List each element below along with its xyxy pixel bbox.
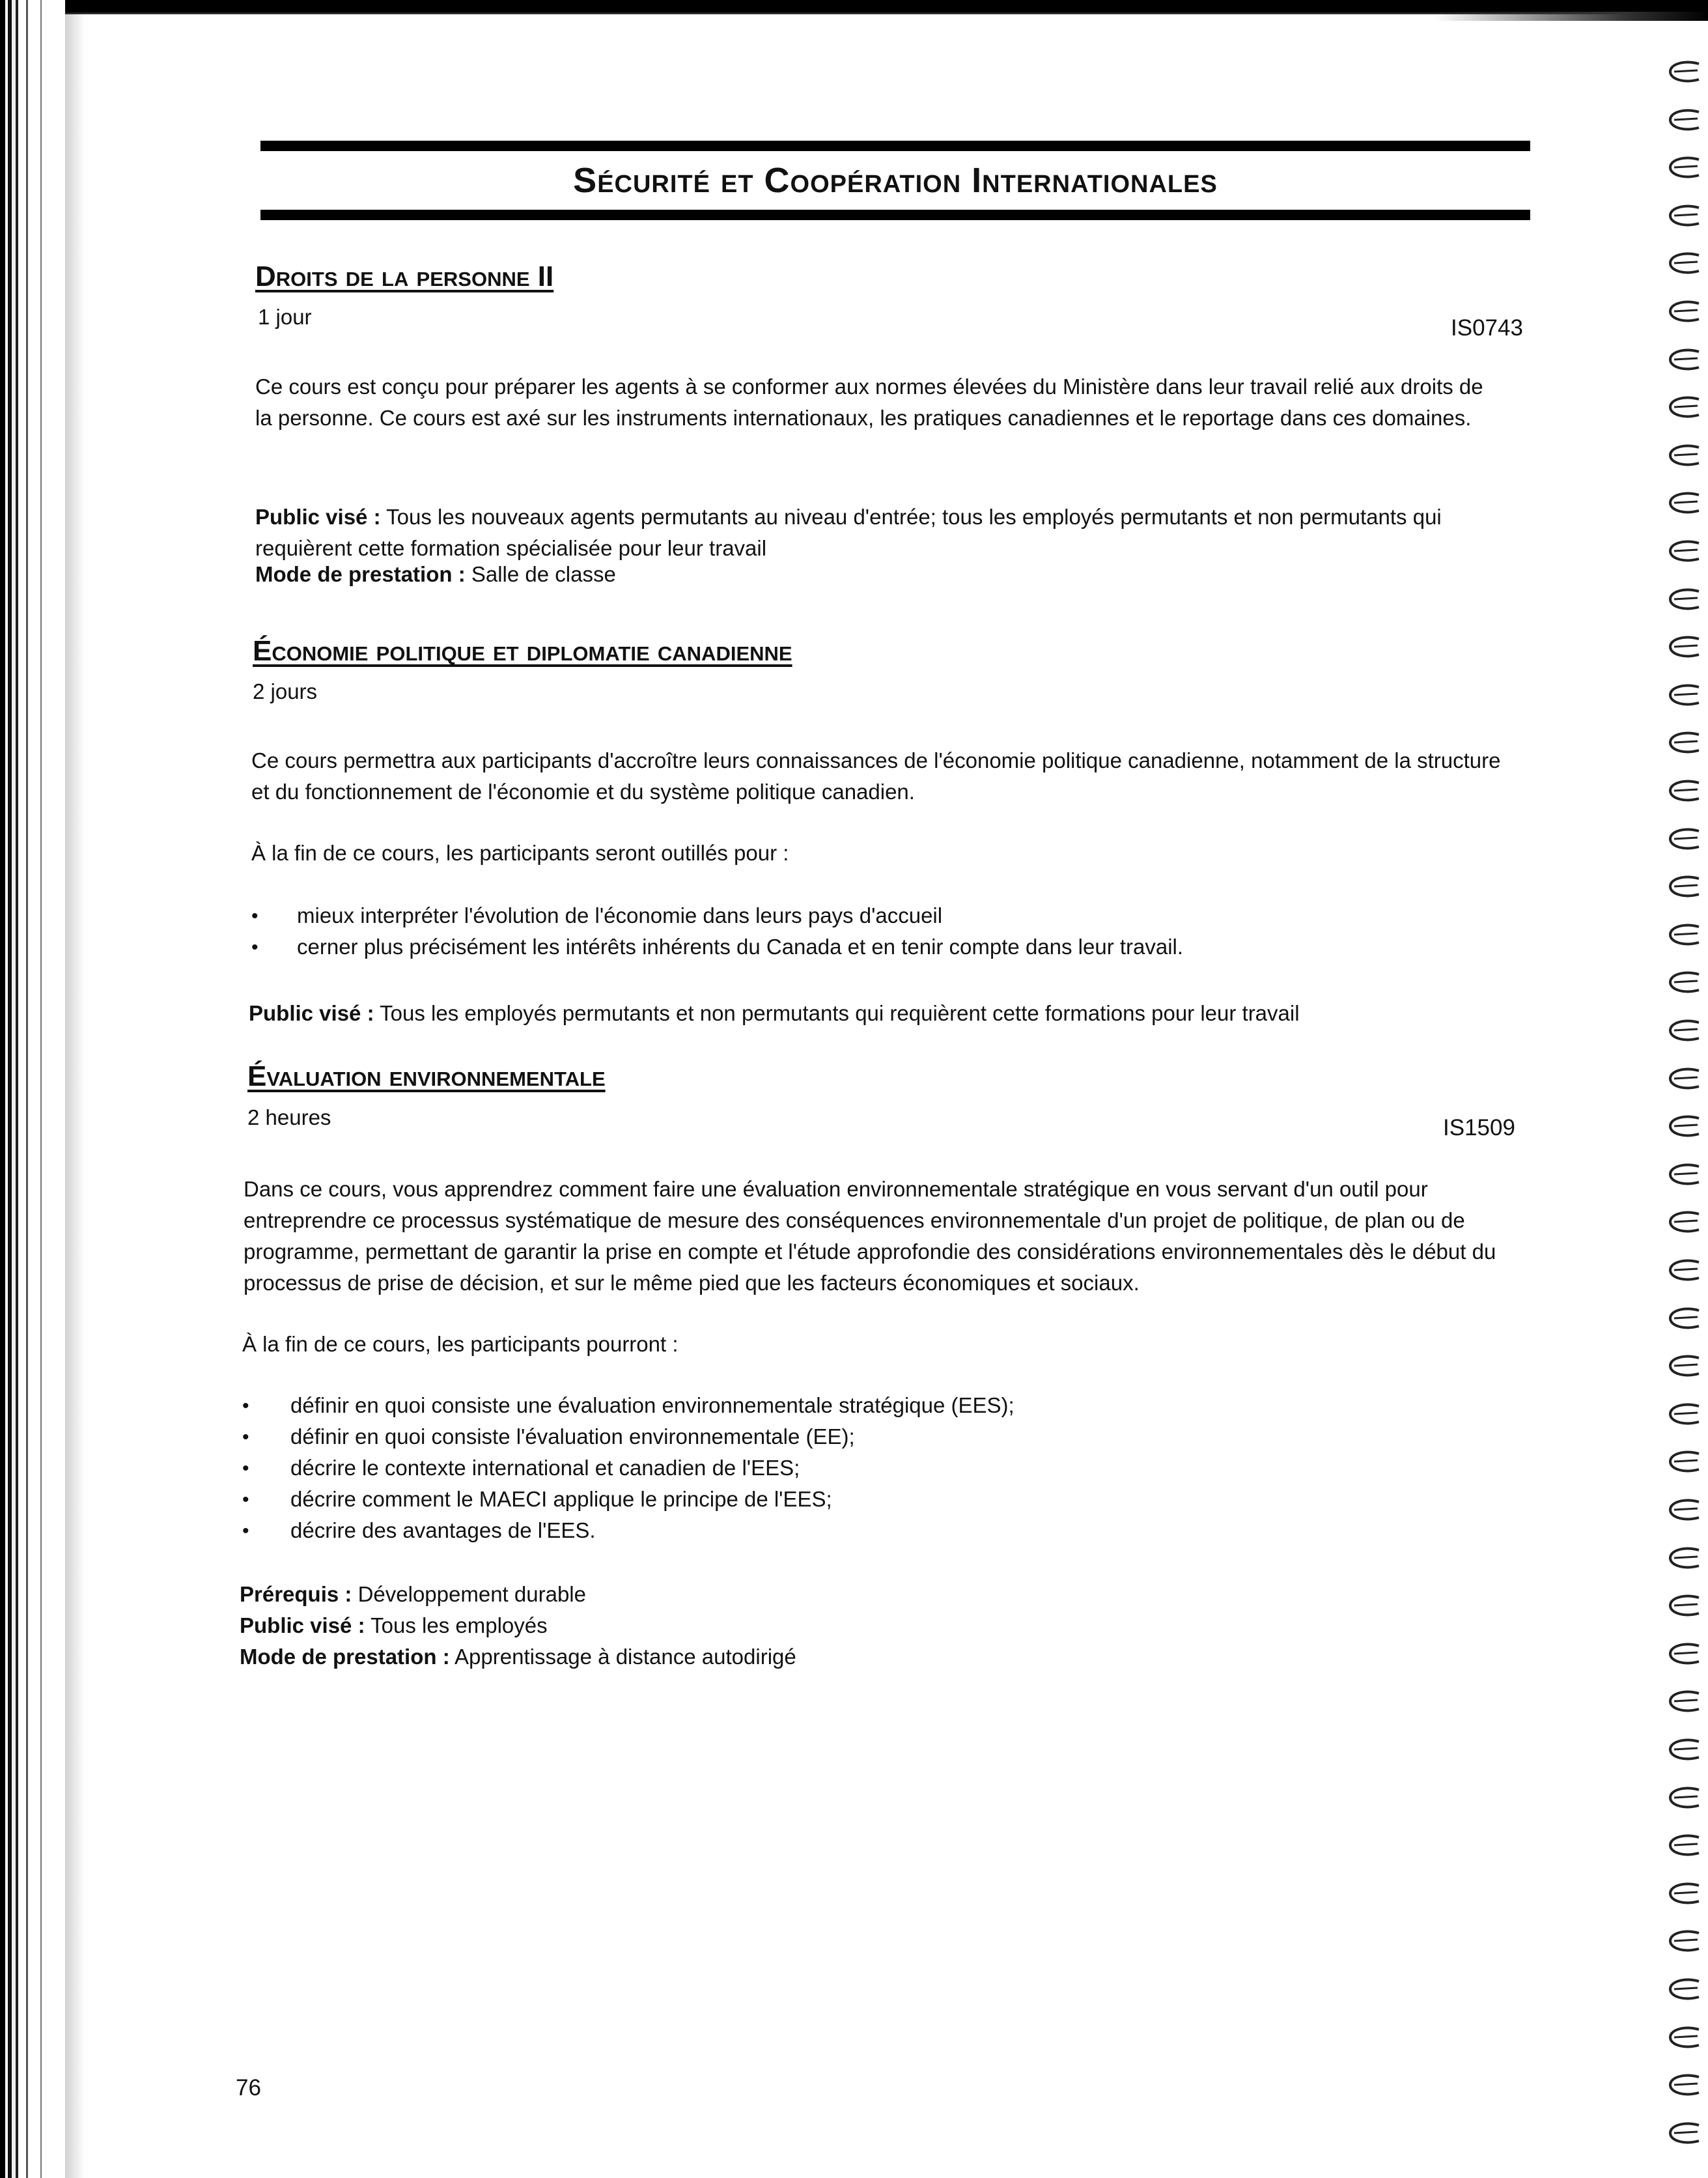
title-rule-top: [260, 141, 1530, 151]
binding-ring: [1665, 729, 1703, 757]
scan-binding-left: [0, 0, 65, 2178]
spiral-binding: [1656, 59, 1708, 2169]
binding-ring: [1665, 778, 1703, 805]
binding-ring: [1665, 1688, 1703, 1716]
binding-ring: [1665, 2120, 1703, 2147]
page-title: Sécurité et Coopération Internationales: [573, 161, 1218, 200]
binding-ring: [1665, 1209, 1703, 1236]
binding-ring: [1665, 1880, 1703, 1908]
binding-ring: [1665, 2072, 1703, 2099]
binding-ring: [1665, 586, 1703, 614]
course-duration: 2 jours: [253, 679, 318, 703]
course-heading: Évaluation environnementale: [247, 1060, 606, 1092]
binding-ring: [1665, 538, 1703, 565]
course-duration: 1 jour: [258, 305, 312, 329]
course-intro: À la fin de ce cours, les participants pourront :: [242, 1332, 679, 1356]
delivery-label: Mode de prestation :: [240, 1645, 450, 1669]
binding-ring: [1665, 873, 1703, 901]
delivery-label: Mode de prestation :: [255, 562, 466, 586]
course-heading: Économie politique et diplomatie canadienne: [253, 635, 792, 667]
scan-shadow-left: [65, 0, 85, 2178]
bullet-item: décrire des avantages de l'EES.: [290, 1518, 596, 1542]
binding-ring: [1665, 1449, 1703, 1476]
course-description: Ce cours est conçu pour préparer les agents à se conformer aux normes élevées du Ministère dans leur travail relié aux droits de la personne. Ce cours est axé sur les instruments internationaux, les pratiques canadiennes et le reportage dans ces domaines.: [255, 375, 1483, 430]
title-rule-bottom: [260, 210, 1530, 220]
course-heading: Droits de la personne II: [255, 261, 554, 292]
bullet-dot: •: [242, 1395, 249, 1417]
bullet-dot: •: [242, 1426, 249, 1448]
audience-line: [255, 502, 1499, 564]
course-code: IS1509: [1443, 1115, 1515, 1140]
delivery-line: [255, 559, 616, 590]
audience-label: Public visé :: [249, 1001, 374, 1025]
audience-label: Public visé :: [240, 1613, 365, 1637]
binding-ring: [1665, 203, 1703, 230]
bullet-dot: •: [242, 1458, 249, 1479]
binding-ring: [1665, 1592, 1703, 1620]
course-description: Ce cours permettra aux participants d'accroître leurs connaissances de l'économie politique canadienne, notamment de la structure et du fonctionnement de l'économie et du système politique canadien.: [251, 748, 1501, 804]
binding-ring: [1665, 1066, 1703, 1093]
binding-ring: [1665, 826, 1703, 853]
binding-ring: [1665, 1353, 1703, 1380]
page-number: 76: [236, 2075, 261, 2100]
audience-line: [240, 1610, 548, 1641]
audience-value: Tous les nouveaux agents permutants au niveau d'entrée; tous les employés permutants et non permutants qui requièrent cette formation spécialisée pour leur travail: [255, 505, 1442, 560]
prerequisite-value: Développement durable: [357, 1582, 586, 1606]
bullet-item: décrire comment le MAECI applique le principe de l'EES;: [290, 1487, 832, 1511]
binding-ring: [1665, 1736, 1703, 1764]
binding-ring: [1665, 346, 1703, 374]
course-description: Dans ce cours, vous apprendrez comment faire une évaluation environnementale stratégique en vous servant d'un outil pour entreprendre ce processus systématique de mesure des conséquences environnementale d'un projet de politique, de plan ou de programme, permettant de garantir la prise en compte et l'étude approfondie des considérations environnementales dès le début du processus de prise de décision, et sur le même pied que les facteurs économiques et sociaux.: [244, 1177, 1496, 1295]
binding-ring: [1665, 1257, 1703, 1284]
bullet-item: définir en quoi consiste l'évaluation environnementale (EE);: [290, 1424, 855, 1449]
binding-ring: [1665, 59, 1703, 86]
binding-ring: [1665, 682, 1703, 709]
binding-ring: [1665, 298, 1703, 326]
audience-line: [249, 998, 1300, 1029]
binding-ring: [1665, 250, 1703, 277]
binding-ring: [1665, 442, 1703, 470]
binding-ring: [1665, 2024, 1703, 2052]
binding-ring: [1665, 634, 1703, 661]
bullet-dot: •: [242, 1489, 249, 1510]
scan-top-edge-shadow: [1435, 12, 1708, 21]
bullet-dot: •: [251, 937, 259, 958]
delivery-value: Apprentissage à distance autodirigé: [455, 1645, 796, 1669]
bullet-item: cerner plus précisément les intérêts inhérents du Canada et en tenir compte dans leur travail.: [297, 935, 1184, 959]
binding-ring: [1665, 922, 1703, 949]
prerequisite-line: [240, 1579, 586, 1610]
course-intro: À la fin de ce cours, les participants seront outillés pour :: [251, 841, 789, 865]
binding-ring: [1665, 1976, 1703, 2003]
binding-ring: [1665, 1113, 1703, 1140]
binding-ring: [1665, 1305, 1703, 1333]
audience-value: Tous les employés: [371, 1613, 548, 1637]
binding-ring: [1665, 1641, 1703, 1668]
course-code: IS0743: [1451, 315, 1523, 341]
bullet-dot: •: [242, 1520, 249, 1542]
bullet-dot: •: [251, 905, 259, 927]
bullet-item: mieux interpréter l'évolution de l'économie dans leurs pays d'accueil: [297, 903, 943, 927]
binding-ring: [1665, 107, 1703, 134]
binding-ring: [1665, 969, 1703, 997]
prerequisite-label: Prérequis :: [240, 1582, 352, 1606]
bullet-item: définir en quoi consiste une évaluation environnementale stratégique (EES);: [290, 1393, 1015, 1417]
binding-ring: [1665, 1017, 1703, 1045]
binding-ring: [1665, 1785, 1703, 1812]
binding-ring: [1665, 1832, 1703, 1860]
binding-ring: [1665, 154, 1703, 182]
delivery-line: [240, 1641, 796, 1673]
course-duration: 2 heures: [247, 1105, 331, 1129]
binding-ring: [1665, 490, 1703, 517]
binding-ring: [1665, 1161, 1703, 1189]
binding-ring: [1665, 394, 1703, 421]
binding-ring: [1665, 1497, 1703, 1524]
binding-ring: [1665, 1928, 1703, 1955]
binding-ring: [1665, 1401, 1703, 1428]
audience-value: Tous les employés permutants et non permutants qui requièrent cette formations pour leur travail: [380, 1001, 1300, 1025]
bullet-item: décrire le contexte international et canadien de l'EES;: [290, 1456, 800, 1480]
delivery-value: Salle de classe: [471, 562, 616, 586]
binding-ring: [1665, 1545, 1703, 1572]
audience-label: Public visé :: [255, 505, 381, 529]
